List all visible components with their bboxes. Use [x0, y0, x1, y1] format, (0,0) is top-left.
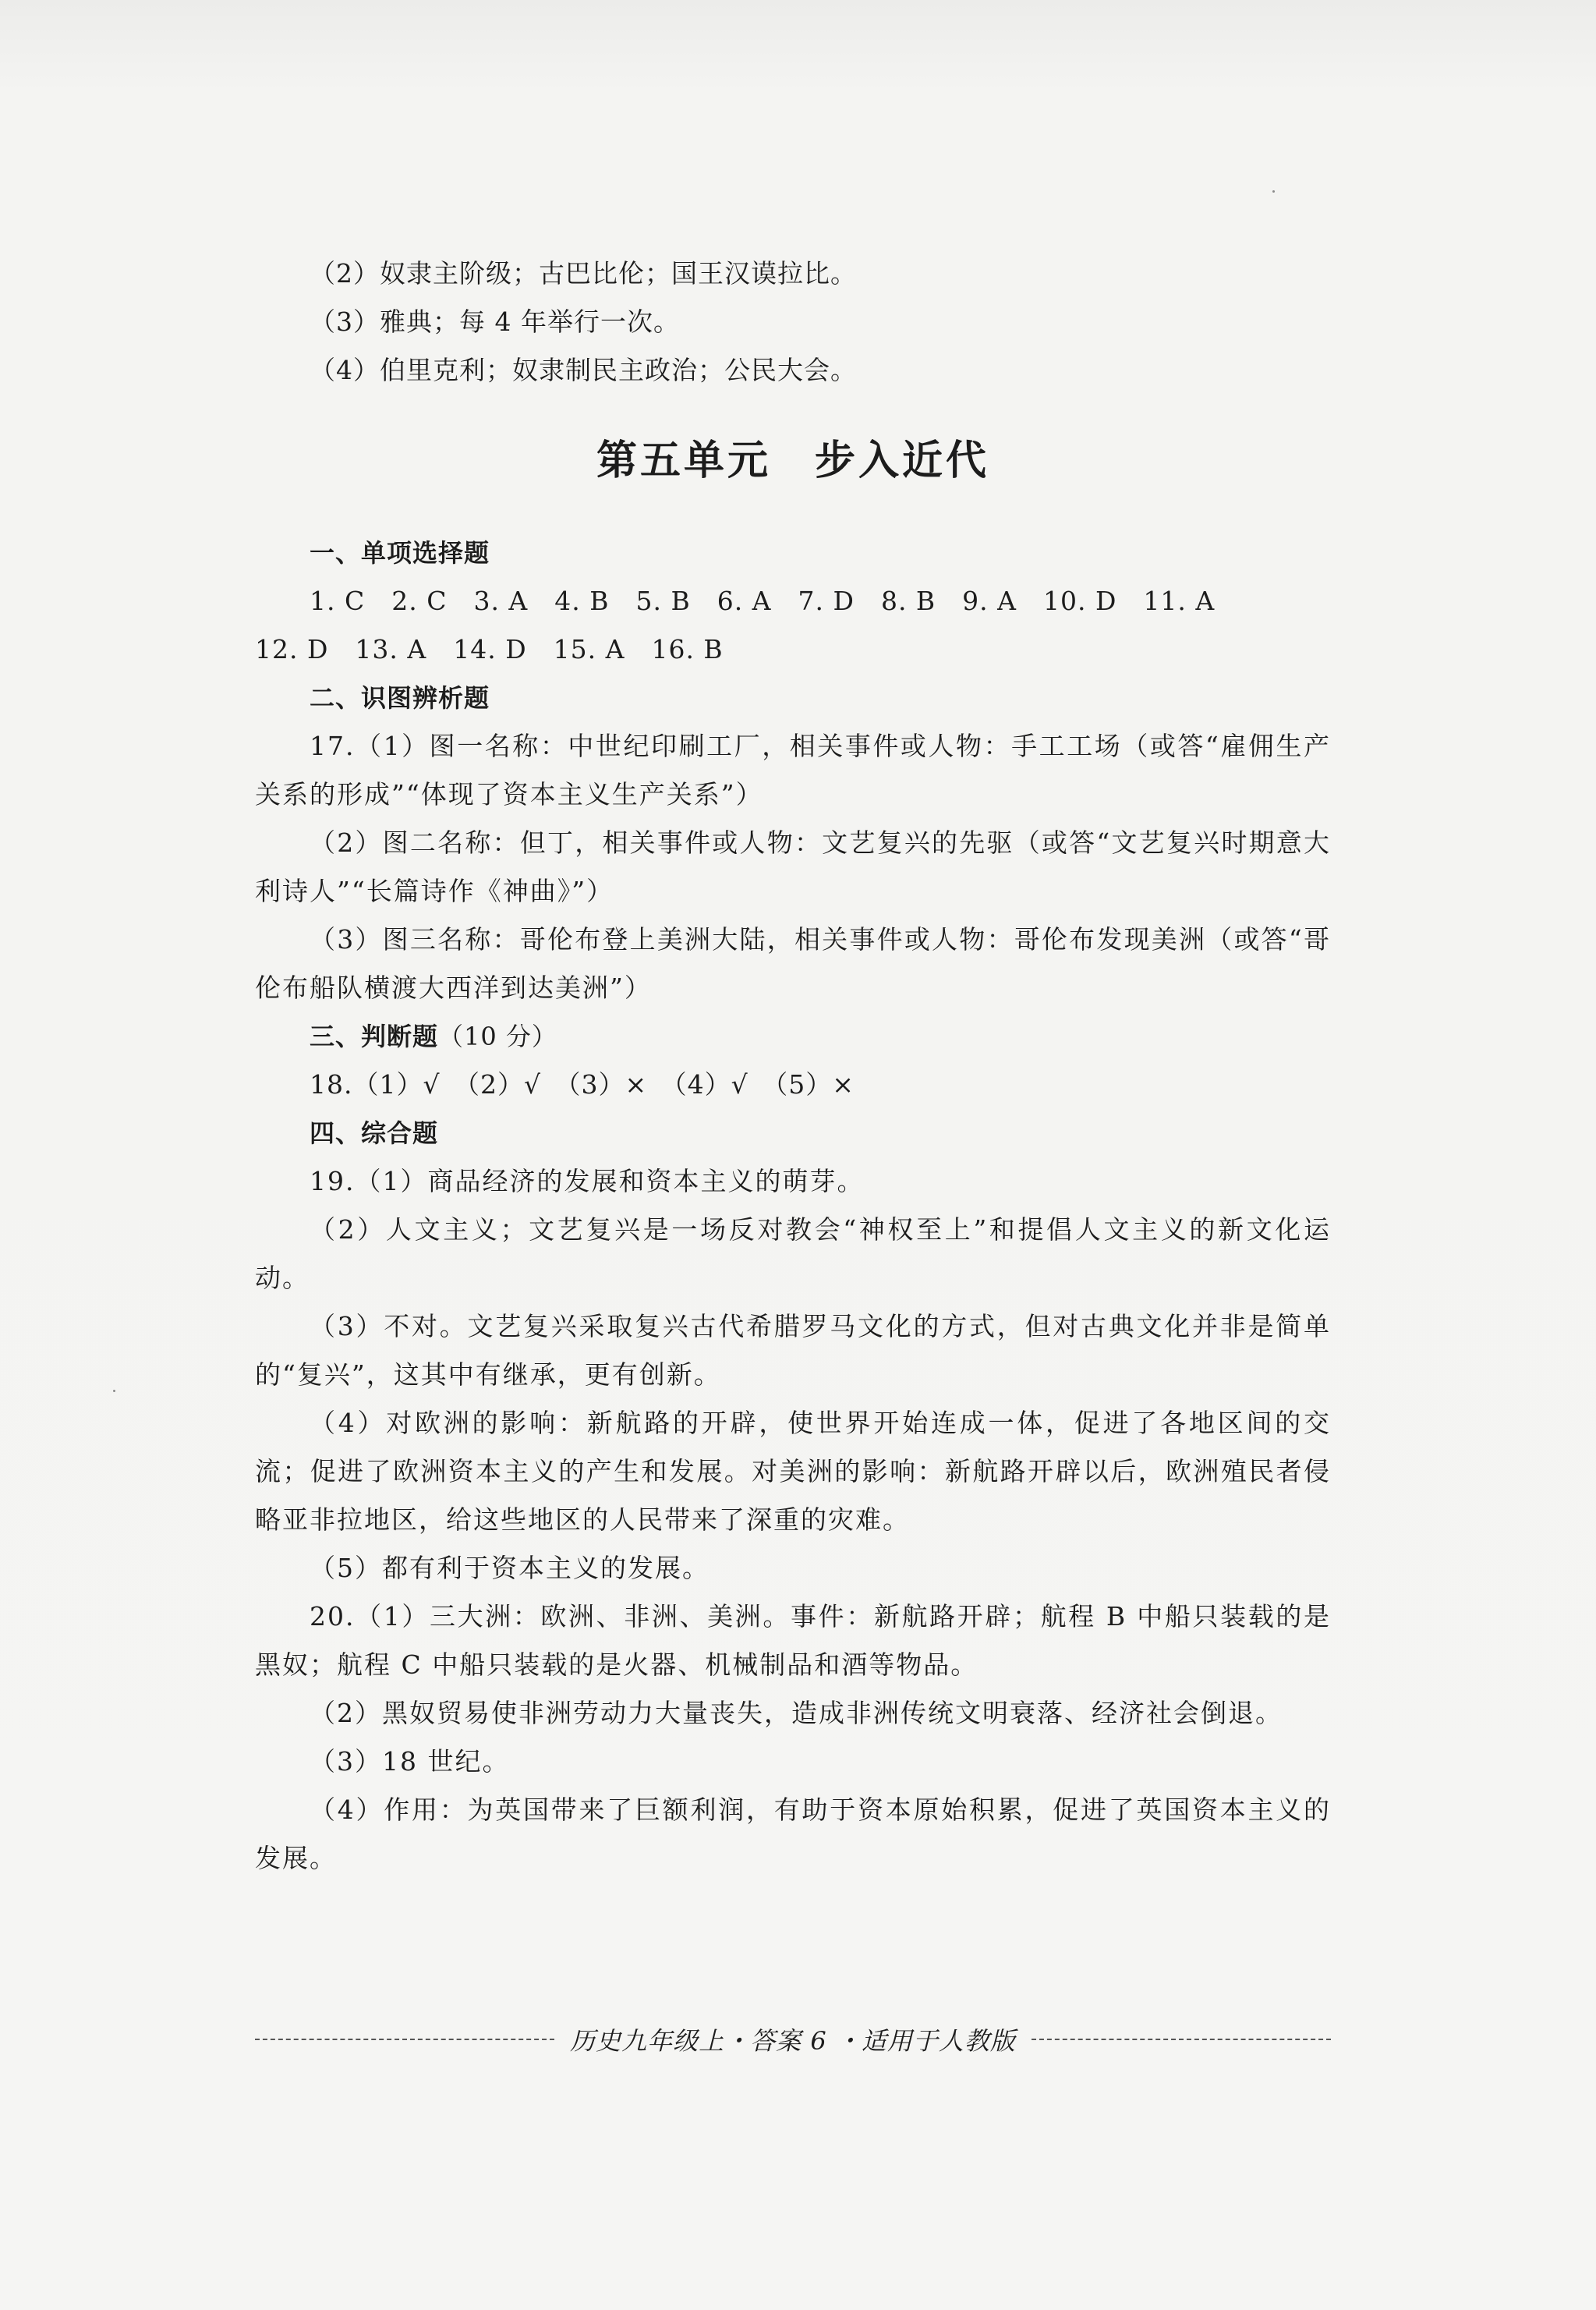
image-answer-item: （2）图二名称：但丁，相关事件或人物：文艺复兴的先驱（或答“文艺复兴时期意大利诗人”“长篇诗作《神曲》”） [255, 827, 1331, 906]
comprehensive-answer-item: 19.（1）商品经济的发展和资本主义的萌芽。 [310, 1166, 865, 1196]
section-heading-image: 二、识图辨析题 [310, 683, 490, 713]
comprehensive-answer-item: （5）都有利于资本主义的发展。 [310, 1553, 710, 1583]
comprehensive-answer-item: 20.（1）三大洲：欧洲、非洲、美洲。事件：新航路开辟；航程 B 中船只装载的是黑奴；航程 C 中船只装载的是火器、机械制品和酒等物品。 [255, 1601, 1331, 1680]
section-heading-choice: 一、单项选择题 [310, 538, 490, 568]
prev-answer-line: （3）雅典；每 4 年举行一次。 [310, 306, 680, 337]
image-answer-item: （3）图三名称：哥伦布登上美洲大陆，相关事件或人物：哥伦布发现美洲（或答“哥伦布船队横渡大西洋到达美洲”） [255, 924, 1331, 1003]
footer-divider-right [1032, 2039, 1331, 2040]
unit-title: 第五单元 步入近代 [596, 438, 989, 484]
footer-text: 历史九年级上・答案 6 ・适用于人教版 [570, 2026, 1016, 2056]
scan-speck [113, 1390, 115, 1392]
comprehensive-answer-item: （3）不对。文艺复兴采取复兴古代希腊罗马文化的方式，但对古典文化并非是简单的“复兴”，这其中有继承，更有创新。 [255, 1311, 1331, 1390]
comprehensive-answer-item: （3）18 世纪。 [310, 1746, 510, 1777]
choice-answers-line-2: 12. D 13. A 14. D 15. A 16. B [255, 634, 724, 664]
section-heading-comprehensive: 四、综合题 [310, 1118, 439, 1148]
comprehensive-answer-item: （4）作用：为英国带来了巨额利润，有助于资本原始积累，促进了英国资本主义的发展。 [255, 1795, 1331, 1873]
section-heading-judge [255, 1012, 1331, 1061]
section-heading-judge-score: （10 分） [438, 1022, 557, 1051]
comprehensive-answer-item: （2）黑奴贸易使非洲劳动力大量丧失，造成非洲传统文明衰落、经济社会倒退。 [310, 1698, 1283, 1728]
page-footer [255, 2021, 1331, 2057]
answer-content [255, 250, 1331, 1883]
comprehensive-answer-item: （4）对欧洲的影响：新航路的开辟，使世界开始连成一体，促进了各地区间的交流；促进了欧洲资本主义的产生和发展。对美洲的影响：新航路开辟以后，欧洲殖民者侵略亚非拉地区，给这些地区的人民带来了深重的灾难。 [255, 1408, 1331, 1535]
choice-answers-line-1: 1. C 2. C 3. A 4. B 5. B 6. A 7. D 8. B 9. A 10. D 11. A [310, 586, 1216, 616]
judge-answers: 18.（1）√ （2）√ （3）× （4）√ （5）× [310, 1069, 855, 1100]
comprehensive-answer-item: （2）人文主义；文艺复兴是一场反对教会“神权至上”和提倡人文主义的新文化运动。 [255, 1214, 1331, 1293]
image-answer-item: 17.（1）图一名称：中世纪印刷工厂，相关事件或人物：手工工场（或答“雇佣生产关系的形成”“体现了资本主义生产关系”） [255, 731, 1331, 810]
footer-divider-left [255, 2039, 554, 2040]
scan-speck [1272, 190, 1275, 193]
prev-answer-line: （2）奴隶主阶级；古巴比伦；国王汉谟拉比。 [310, 258, 857, 289]
section-heading-judge-text: 三、判断题 [310, 1022, 439, 1051]
prev-answer-line: （4）伯里克利；奴隶制民主政治；公民大会。 [310, 355, 857, 385]
